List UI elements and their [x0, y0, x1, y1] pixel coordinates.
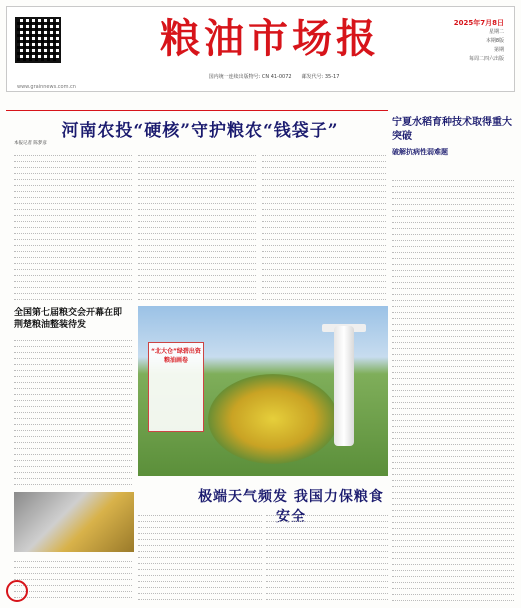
- text-line: [262, 294, 386, 300]
- grain-machinery-photo: [14, 492, 134, 552]
- inset-title: “北大仓”绿碧出资粮油画卷: [151, 348, 201, 364]
- newspaper-title: 粮油市场报: [160, 15, 380, 62]
- text-line: [14, 294, 132, 300]
- headline-rule: [6, 110, 388, 111]
- right-article-header: [392, 116, 514, 157]
- issue-info-2: 第期: [493, 47, 504, 53]
- text-line: [14, 479, 132, 485]
- text-line: [392, 595, 514, 601]
- observation-tower: [334, 326, 354, 446]
- right-article-subtitle: 破解抗病性弱难题: [392, 148, 448, 156]
- masthead: [6, 6, 515, 92]
- second-article-title: 全国第七届粮交会开幕在即 荆楚粮油整装待发: [14, 308, 123, 330]
- issue-info-3: 每周二四六出版: [468, 56, 504, 62]
- cn-label: 国内统一连续出版物号: CN 41-0072: [208, 74, 292, 80]
- lead-byline: 本报记者 陈梦彦: [14, 141, 47, 146]
- lead-column-2: [138, 150, 256, 300]
- lead-column-3: [262, 150, 386, 300]
- lead-column-1: [14, 150, 132, 300]
- bottom-headline: 极端天气频发 我国力保粮食安全: [198, 489, 384, 525]
- publication-meta: [149, 73, 399, 80]
- issue-date: 2025年7月8日: [453, 19, 504, 27]
- photo-inset-box: [148, 342, 204, 432]
- bottom-column-1: [138, 510, 262, 602]
- right-article-title: 宁夏水稻育种技术取得重大突破: [392, 117, 512, 142]
- bottom-column-2: [266, 510, 388, 602]
- text-line: [138, 294, 256, 300]
- issue-info-1: 本期8版: [485, 38, 504, 44]
- stamp-seal-icon: [6, 580, 28, 602]
- bottom-left-body: [14, 556, 132, 602]
- weekday: 星期二: [488, 29, 504, 35]
- qr-code-icon: [15, 17, 61, 63]
- text-line: [266, 594, 388, 600]
- second-article-body: [14, 335, 132, 485]
- date-block: [434, 19, 504, 64]
- lead-headline: 河南农投“硬核”守护粮农“钱袋子”: [61, 121, 339, 141]
- inset-body: [149, 365, 203, 371]
- rice-field-photo: [138, 306, 388, 476]
- website-url: www.grainnews.com.cn: [17, 84, 76, 90]
- post-code: 邮发代号: 35-17: [301, 74, 340, 80]
- text-line: [138, 594, 262, 600]
- right-article-body: [392, 175, 514, 605]
- rice-painting-field: [208, 374, 338, 464]
- text-line: [14, 592, 132, 598]
